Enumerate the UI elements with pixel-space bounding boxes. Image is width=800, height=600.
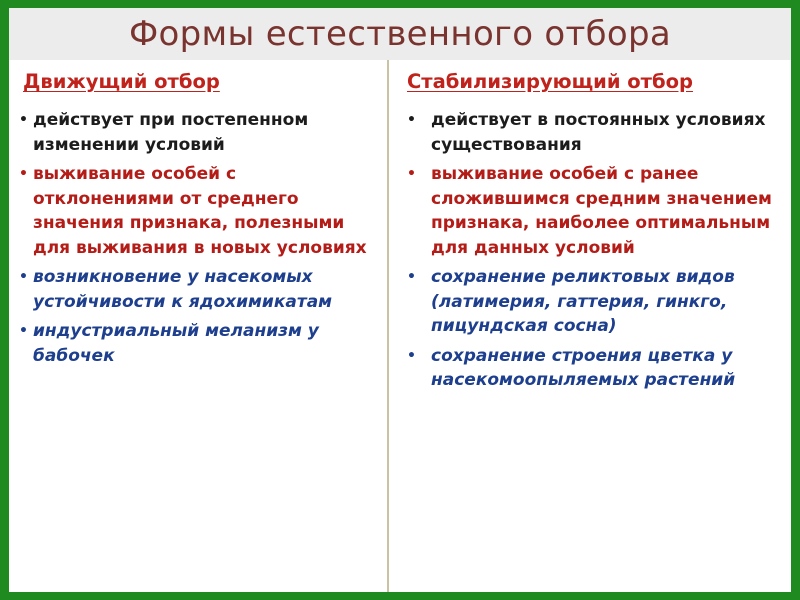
left-column-heading: Движущий отбор [23,70,220,93]
left-column [9,60,383,373]
list-item [9,162,383,260]
bullet-icon: • [407,166,416,182]
item-text: действует при постепенном изменении условий [33,110,309,155]
list-item [393,108,785,157]
bullet-icon: • [407,112,416,128]
bullet-icon: • [407,347,416,364]
list-item [9,319,383,368]
list-item [393,265,785,339]
list-item [393,162,785,260]
list-item [393,344,785,393]
item-text: сохранение строения цветка у насекомоопыляемых растений [431,345,736,390]
item-text: выживание особей с отклонениями от среднего значения признака, полезными для выживания в новых условиях [33,164,367,258]
bullet-icon: • [407,269,416,285]
right-column-heading: Стабилизирующий отбор [407,70,693,93]
slide-title: Формы естественного отбора [128,14,672,54]
item-text: возникновение у насекомых устойчивости к ядохимикатам [33,267,333,312]
bullet-icon: • [19,112,28,128]
slide [9,8,791,592]
left-item-list [9,108,383,368]
item-text: индустриальный меланизм у бабочек [33,321,319,366]
item-text: выживание особей с ранее сложившимся средним значением признака, наиболее оптимальным для данных условий [431,164,772,258]
column-divider [387,60,389,592]
item-text: сохранение реликтовых видов (латимерия, гаттерия, гинкго, пицундская сосна) [431,267,735,336]
bullet-icon: • [19,269,28,285]
title-band [9,8,791,60]
item-text: действует в постоянных условиях существования [431,110,766,155]
right-column [393,60,785,398]
bullet-icon: • [19,323,28,339]
right-item-list [393,108,785,393]
list-item [9,265,383,314]
bullet-icon: • [19,166,28,182]
list-item [9,108,383,157]
